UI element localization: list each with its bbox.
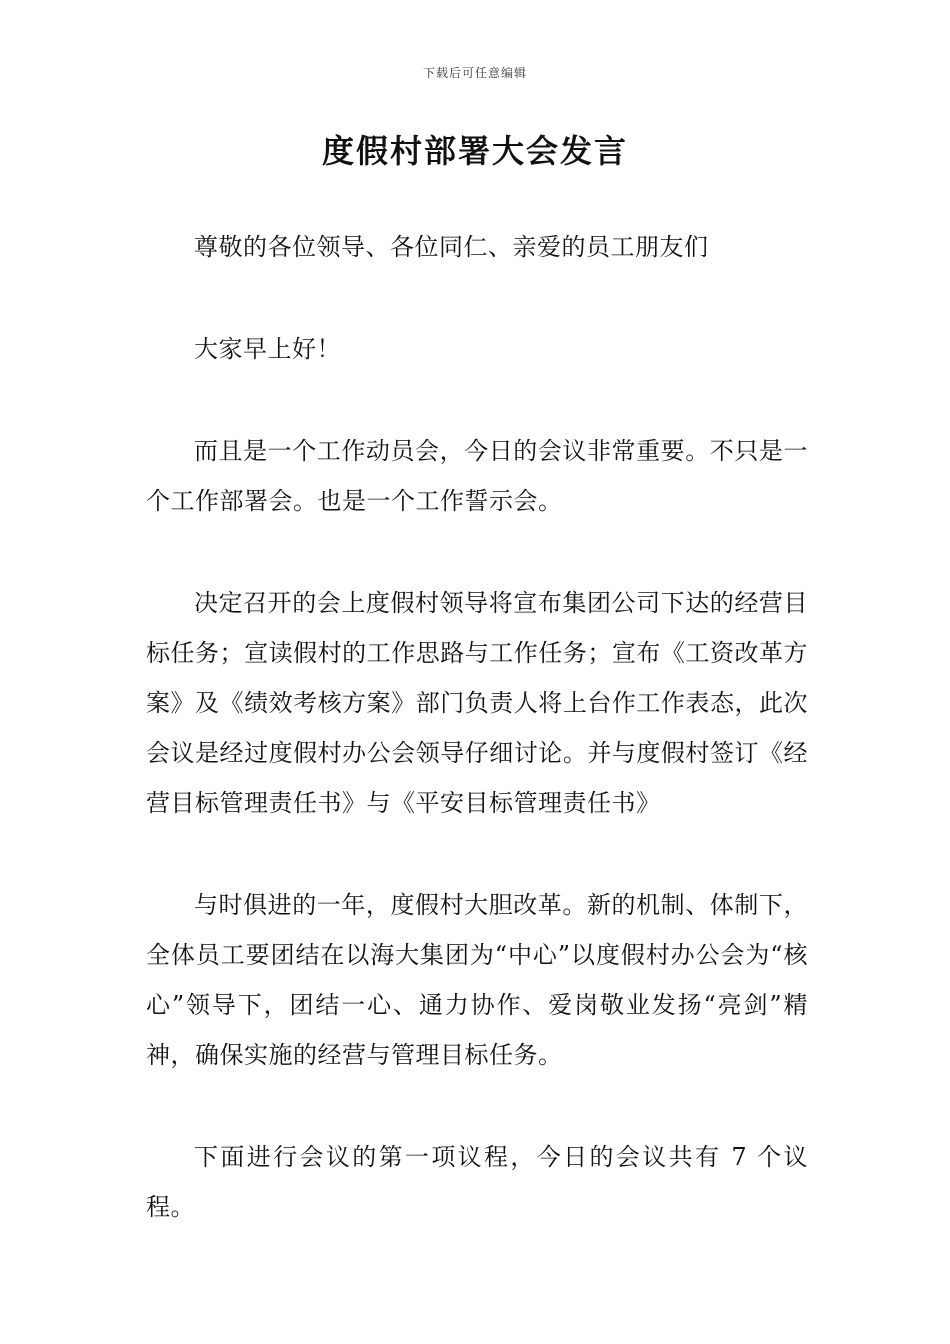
paragraph-greeting: 大家早上好！ [194,335,341,363]
paragraph-salutation: 尊敬的各位领导、各位同仁、亲爱的员工朋友们 [194,233,709,261]
document-body [146,222,808,1232]
header-note: 下载后可任意编辑 [422,66,527,80]
paragraph-agenda: 下面进行会议的第一项议程，今日的会议共有 7 个议程。 [146,1143,808,1221]
paragraph-meeting-content: 决定召开的会上度假村领导将宣布集团公司下达的经营目标任务；宣读假村的工作思路与工作任务；宣布《工资改革方案》及《绩效考核方案》部门负责人将上台作工作表态，此次会议是经过度假村办公会领导仔细讨论。并与度假村签订《经营目标管理责任书》与《平安目标管理责任书》 [146,589,808,817]
document-title: 度假村部署大会发言 [321,132,628,170]
paragraph-reform: 与时俱进的一年，度假村大胆改革。新的机制、体制下，全体员工要团结在以海大集团为“中心”以度假村办公会为“核心”领导下，团结一心、通力协作、爱岗敬业发扬“亮剑”精神，确保实施的经营与管理目标任务。 [146,891,808,1069]
paragraph-meeting-importance: 而且是一个工作动员会，今日的会议非常重要。不只是一个工作部署会。也是一个工作誓示会。 [146,437,808,515]
